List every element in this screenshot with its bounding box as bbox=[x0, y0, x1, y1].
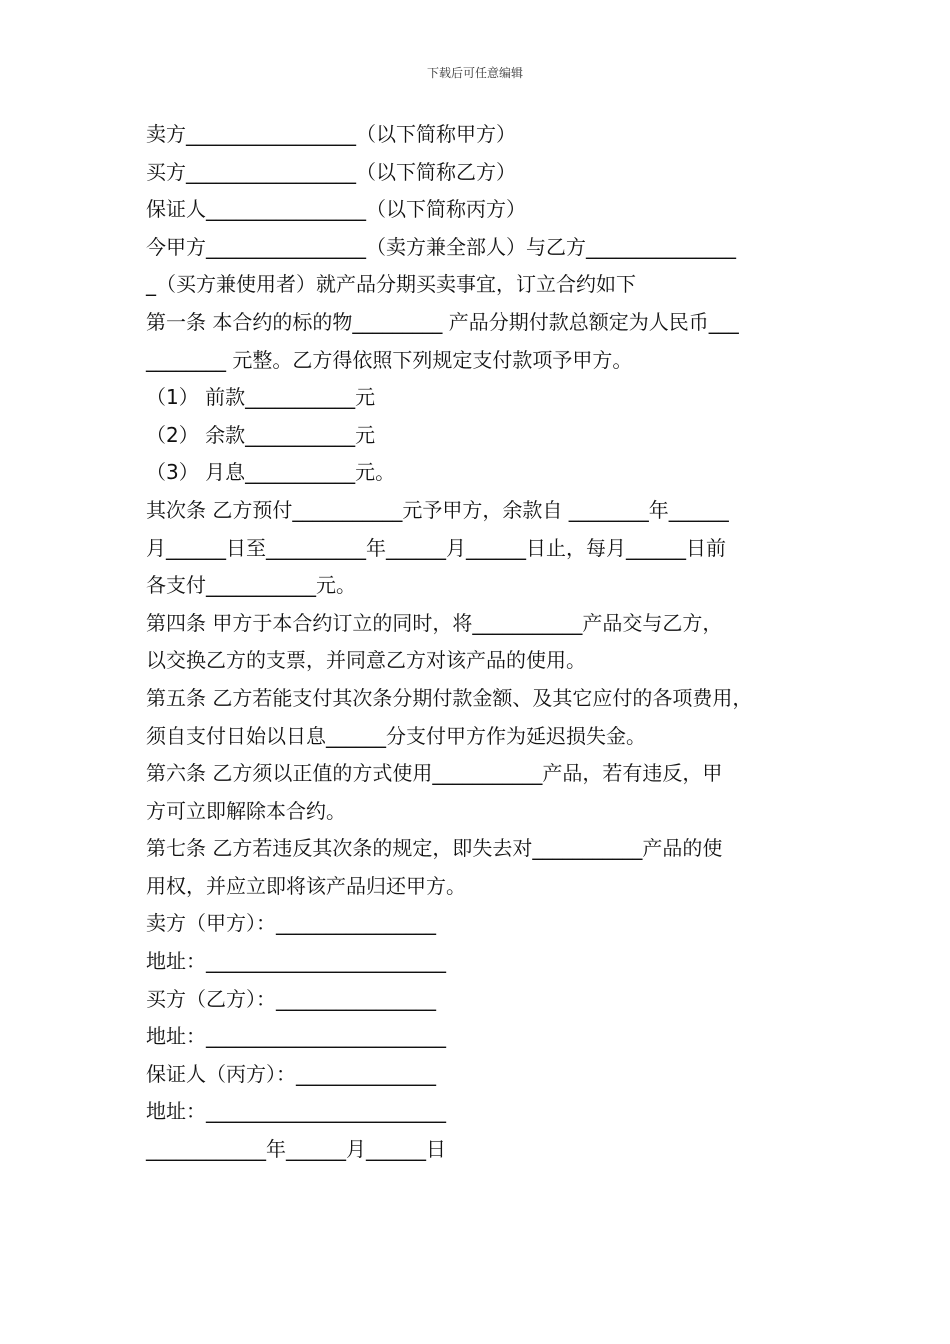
guarantor-signature: 保证人（丙方）：______________ bbox=[146, 1061, 436, 1086]
seller-address: 地址：________________________ bbox=[146, 949, 446, 974]
article-4-line-1: 第四条 甲方于本合约订立的同时，将___________产品交与乙方， bbox=[146, 610, 723, 635]
article-7-line-1: 第七条 乙方若违反其次条的规定，即失去对___________产品的使 bbox=[146, 836, 723, 861]
buyer-signature: 买方（乙方）：________________ bbox=[146, 986, 436, 1011]
guarantor-line: 保证人________________（以下简称丙方） bbox=[146, 197, 526, 222]
seller-line: 卖方_________________（以下简称甲方） bbox=[146, 122, 516, 146]
payment-item-3: （3） 月息___________元。 bbox=[146, 460, 396, 485]
article-2-line-2: 月______日至__________年______月______日止，每月______日前 bbox=[146, 535, 726, 560]
article-2-line-3: 各支付___________元。 bbox=[146, 573, 356, 598]
buyer-address: 地址：________________________ bbox=[146, 1024, 446, 1049]
payment-item-2: （2） 余款___________元 bbox=[146, 422, 376, 447]
date-line: ____________年______月______日 bbox=[146, 1137, 446, 1162]
parties-line-1: 今甲方________________（卖方兼全部人）与乙方_______________ bbox=[146, 234, 736, 259]
header-note: 下载后可任意编辑 bbox=[426, 66, 523, 80]
guarantor-address: 地址：________________________ bbox=[146, 1099, 446, 1124]
article-1-line-2: ________ 元整。乙方得依照下列规定支付款项予甲方。 bbox=[146, 347, 633, 372]
article-5-line-1: 第五条 乙方若能支付其次条分期付款金额、及其它应付的各项费用， bbox=[146, 685, 753, 710]
seller-signature: 卖方（甲方）：________________ bbox=[146, 911, 436, 936]
article-6-line-2: 方可立即解除本合约。 bbox=[146, 798, 346, 823]
article-1-line-1: 第一条 本合约的标的物_________ 产品分期付款总额定为人民币___ bbox=[146, 309, 739, 334]
article-6-line-1: 第六条 乙方须以正值的方式使用___________产品，若有违反，甲 bbox=[146, 761, 723, 786]
article-7-line-2: 用权，并应立即将该产品归还甲方。 bbox=[146, 873, 466, 898]
parties-line-2: _（买方兼使用者）就产品分期买卖事宜，订立合约如下 bbox=[146, 272, 636, 297]
payment-item-1: （1） 前款___________元 bbox=[146, 385, 376, 410]
article-4-line-2: 以交换乙方的支票，并同意乙方对该产品的使用。 bbox=[146, 648, 586, 673]
buyer-line: 买方_________________（以下简称乙方） bbox=[146, 159, 516, 184]
article-5-line-2: 须自支付日始以日息______分支付甲方作为延迟损失金。 bbox=[146, 723, 646, 748]
article-2-line-1: 其次条 乙方预付___________元予甲方，余款自 ________年______ bbox=[146, 497, 729, 522]
contract-body bbox=[146, 116, 810, 1169]
